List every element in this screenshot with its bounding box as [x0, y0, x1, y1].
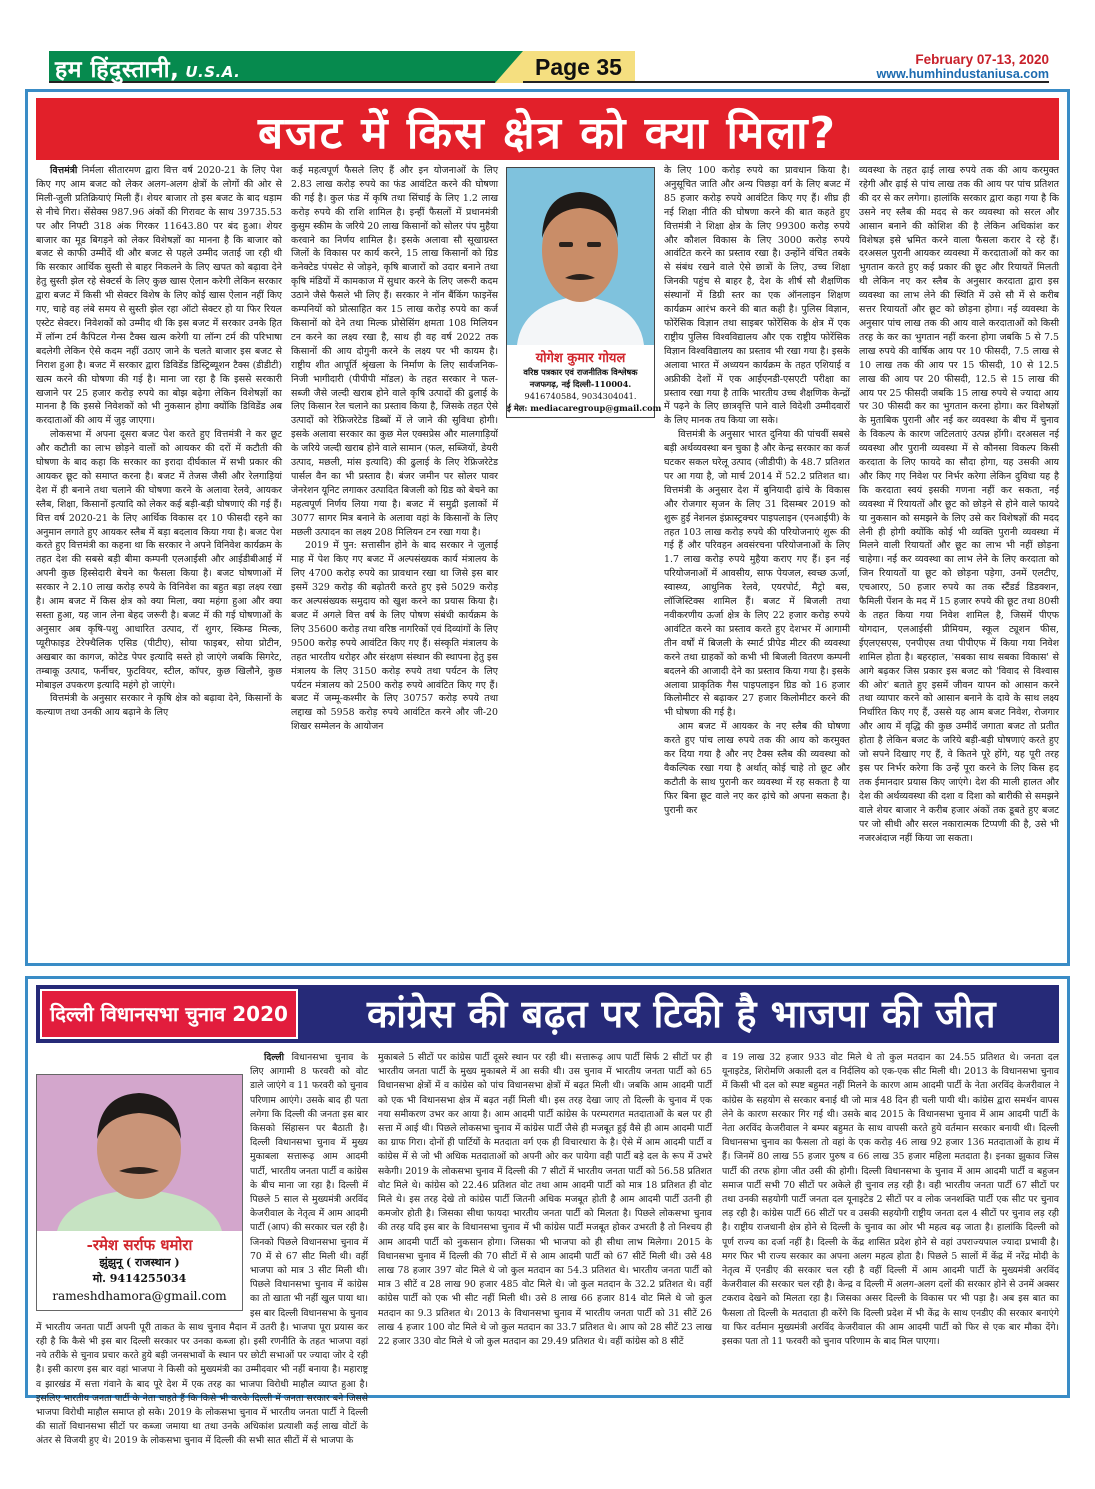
page-number-tab	[523, 51, 635, 83]
issue-date: February 07-13, 2020	[915, 52, 1049, 67]
article-headline: बजट में किस क्षेत्र को क्या मिला?	[257, 108, 838, 159]
article-column-4	[859, 164, 1059, 960]
paragraph: व्यवस्था के तहत ढ़ाई लाख रुपये तक की आय करमुक्त रहेगी और ढ़ाई से पांच लाख तक की आय पर पांच प्रतिशत की दर से कर लगेगा। हालांकि सरकार द्वारा कहा गया है कि उसने नए स्लैब की मदद से कर व्यवस्था को सरल और आसान बनाने की कोशिश की है लेकिन अधिकांश कर विशेषज्ञ इसे भ्रमित करने वाला फैसला करार दे रहे हैं। दरअसल पुरानी आयकर व्यवस्था में करदाताओं को कर का भुगतान करते हुए कई प्रकार की छूट और रियायतें मिलती थी लेकिन नए कर स्लैब के अनुसार करदाता द्वारा इस व्यवस्था का लाभ लेने की स्थिति में उसे सौ में से करीब सत्तर रियायतों और छूट को छोड़ना होगा। नई व्यवस्था के अनुसार पांच लाख तक की आय वाले करदाताओं को किसी तरह के कर का भुगतान नहीं करना होगा जबकि 5 से 7.5 लाख रुपये की वार्षिक आय पर 10 फीसदी, 7.5 लाख से 10 लाख तक की आय पर 15 फीसदी, 10 से 12.5 लाख की आय पर 20 फीसदी, 12.5 से 15 लाख की आय पर 25 फीसदी जबकि 15 लाख रुपये से ज्यादा आय पर 30 फीसदी कर का भुगतान करना होगा। कर विशेषज्ञों के मुताबिक पुरानी और नई कर व्यवस्था के बीच में चुनाव के विकल्प के कारण जटिलताएं उत्पन्न होंगी। दरअसल नई व्यवस्था और पुरानी व्यवस्था में से कौनसा विकल्प किसी करदाता के लिए फायदे का सौदा होगा, यह उसकी आय और किए गए निवेश पर निर्भर करेगा लेकिन दुविधा यह है कि करदाता स्वयं इसकी गणना नहीं कर सकता, नई व्यवस्था में रियायतों और छूट को छोड़ने से होने वाले फायदे या नुकसान को समझने के लिए उसे कर विशेषज्ञों की मदद लेनी ही होगी क्योंकि कोई भी व्यक्ति पुरानी व्यवस्था में मिलने वाली रियायतों और छूट का लाभ भी नहीं छोड़ना चाहेगा। नई कर व्यवस्था का लाभ लेने के लिए करदाता को जिन रियायतों या छूट को छोड़ना पड़ेगा, उनमें एलटीए, एचआरए, 50 हजार रुपये का तक स्टैंडर्ड डिडक्शन, फैमिली पेंशन के मद में 15 हजार रुपये की छूट तथा 80सी के तहत किया गया निवेश शामिल है, जिसमें पीएफ योगदान, एलआईसी प्रीमियम, स्कूल ट्यूशन फीस, ईएलएसएस, एनपीएस तथा पीपीएफ में किया गया निवेश शामिल होता है। बहरहाल, 'सबका साथ सबका विकास' से आगे बढ़कर जिस प्रकार इस बजट को 'विवाद से विश्वास की ओर' बताते हुए इसमें जीवन यापन को आसान करने तथा व्यापार करने को आसान बनाने के दावे के साथ लक्ष्य निर्धारित किए गए हैं, उससे यह आम बजट निवेश, रोजगार और आय में वृद्धि की कुछ उम्मीदें जगाता बजट तो प्रतीत होता है लेकिन बजट के जरिये बड़ी-बड़ी घोषणाएं करते हुए जो सपने दिखाए गए हैं, वे कितने पूरे होंगे, यह पूरी तरह इस पर निर्भर करेगा कि उन्हें पूरा करने के लिए किस हद तक ईमानदार प्रयास किए जाएंगे। देश की माली हालत और देश की अर्थव्यवस्था की दशा व दिशा को बारीकी से समझने वाले शेयर बाजार ने करीब हजार अंकों तक डूबते हुए बजट पर जो सीधी और सरल नकारात्मक टिप्पणी की है, उसे भी नजरअंदाज नहीं किया जा सकता।	[859, 165, 1059, 844]
author-photo	[37, 1075, 242, 1231]
author-name: -रमेश सर्राफ धमोरा	[86, 1236, 193, 1254]
paragraph: वित्तमंत्री के अनुसार सरकार ने कृषि क्षेत्र को बढ़ावा देने, किसानों के कल्याण तथा उनकी आय बढ़ाने के लिए	[36, 693, 282, 719]
author-photo	[507, 168, 654, 345]
article-column-1	[36, 164, 282, 960]
lead-word: वित्तमंत्री	[50, 165, 78, 176]
masthead-rule	[635, 81, 1049, 83]
portrait-icon	[37, 1075, 242, 1231]
author-title: वरिष्ठ पत्रकार एवं राजनीतिक विश्लेषक	[523, 367, 638, 377]
author-card	[506, 167, 662, 418]
lead-word: दिल्ली	[264, 1052, 285, 1063]
masthead	[49, 51, 1049, 84]
article-column-2	[378, 1051, 712, 1393]
author-address: नजफगढ़, नई दिल्ली-110004.	[529, 379, 632, 389]
author-phone: मो. 9414255034	[92, 1272, 187, 1285]
section-tag-label: दिल्ली विधानसभा चुनाव 2020	[50, 1002, 288, 1026]
paragraph: आम बजट में आयकर के नए स्लैब की घोषणा करते हुए पांच लाख रुपये तक की आय को करमुक्त कर दिया गया है और नए टैक्स स्लैब की व्यवस्था को वैकल्पिक रखा गया है अर्थात् कोई चाहे तो छूट और कटौती के साथ पुरानी कर व्यवस्था में रह सकता है या फिर बिना छूट वाले नए कर ढ़ांचे को अपना सकता है। पुरानी कर	[664, 721, 850, 816]
article-delhi-election	[25, 976, 1070, 1447]
portrait-icon	[507, 168, 654, 345]
paragraph: विधानसभा चुनाव के लिए आगामी 8 फरवरी को वोट डाले जाएंगे व 11 फरवरी को चुनाव परिणाम आएंगे। उसके बाद ही पता लगेगा कि दिल्ली की जनता इस बार किसको सिंहासन पर बैठाती है। दिल्ली विधानसभा चुनाव में मुख्य मुकाबला सत्तारूढ़ आम आदमी पार्टी, भारतीय जनता पार्टी व कांग्रेस के बीच माना जा रहा है। दिल्ली में पिछले 5 साल से मुख्यमंत्री अरविंद केजरीवाल के नेतृत्व में आम आदमी पार्टी (आप) की सरकार चल रही है। जिनको पिछले विधानसभा चुनाव में 70 में से 67 सीट मिली थी। वहीं भाजपा को मात्र 3 सीट मिली थी। पिछले विधानसभा चुनाव में कांग्रेस का तो खाता भी नहीं खुल पाया था। इस बार दिल्ली विधानसभा के चुनाव में भारतीय जनता पार्टी अपनी पूरी ताकत के साथ चुनाव मैदान में उतरी है। भाजपा पूरा प्रयास कर रही है कि कैसे भी इस बार दिल्ली सरकार पर उनका कब्जा हो। इसी रणनीति के तहत भाजपा वहां नये तरीके से चुनाव प्रचार करते हुये बड़ी जनसभावों के स्थान पर छोटी सभाओं पर ज्यादा जोर दे रही है। इसी कारण इस बार वहां भाजपा ने किसी को मुख्यमंत्री का उम्मीदवार भी नहीं बनाया है। महाराष्ट्र व झारखंड में सत्ता गंवाने के बाद पूरे देश में एक तरह का भाजपा विरोधी माहौल व्याप्त हुआ है। इसलिए भारतीय जनता पार्टी के नेता चाहते हैं कि किसे भी करके दिल्ली में जनता सरकार बने जिससे भाजपा विरोधी माहौल समाप्त हो सके। 2019 के लोकसभा चुनाव में भारतीय जनता पार्टी ने दिल्ली की सातों विधानसभा सीटों पर कब्जा जमाया था तथा उनके अधिकांश प्रत्याशी कई लाख वोटों के अंतर से विजयी हुए थे। 2019 के लोकसभा चुनाव में दिल्ली की सभी सात सीटों में से भाजपा के	[36, 1052, 369, 1447]
article-column-3	[664, 164, 850, 960]
paragraph: निर्मला सीतारमण द्वारा वित्त वर्ष 2020-21 के लिए पेश किए गए आम बजट को लेकर अलग-अलग क्षेत्रों के लोगों की ओर से मिली-जुली प्रतिक्रियाएं मिली हैं। शेयर बाजार तो इस बजट के बाद धड़ाम से नीचे गिरा। सेंसेक्स 987.96 अंकों की गिरावट के साथ 39735.53 पर और निफ्टी 318 अंक गिरकर 11643.80 पर बंद हुआ। शेयर बाजार का मूड बिगड़ने को लेकर विशेषज्ञों का मानना है कि बाजार को बजट से काफी उम्मीदें थी और बजट से पहले उम्मीद जताई जा रही थी कि सरकार आर्थिक सुस्ती से बाहर निकलने के लिए खपत को बढ़ावा देने हेतु सुस्ती झेल रहे सेक्टर्स के लिए कुछ खास ऐलान करेगी लेकिन सरकार द्वारा बजट में किसी भी सेक्टर विशेष के लिए कोई खास ऐलान नहीं किए गए, चाहे वह लंबे समय से सुस्ती झेल रहा ऑटो सेक्टर हो या फिर रियल एस्टेट सेक्टर। निवेशकों को उम्मीद थी कि इस बजट में सरकार उनके हित में लॉन्ग टर्म कैपिटल गेन्स टैक्स खत्म करेगी या लॉन्ग टर्म की परिभाषा बदलेगी लेकिन ऐसे कदम नहीं उठाए जाने के चलते बाजार इस बजट से निराश हुआ है। बजट में सरकार द्वारा डिविडेंड डिस्ट्रिब्यूशन टैक्स (डीडीटी) खत्म करने की घोषणा की गई है। माना जा रहा है कि इससे सरकारी खजाने पर 25 हजार करोड़ रुपये का बोझ बढ़ेगा लेकिन विशेषज्ञों का मानना है कि इससे निवेशकों को भी नुकसान होगा क्योंकि डिविडेंड अब करदाताओं की आय में जुड़ जाएगा।	[36, 165, 282, 427]
paragraph: के लिए 100 करोड़ रुपये का प्रावधान किया है। अनुसूचित जाति और अन्य पिछड़ा वर्ग के लिए बजट में 85 हजार करोड़ रुपये आवंटित किए गए हैं। शीघ्र ही नई शिक्षा नीति की घोषणा करने की बात कहते हुए वित्तमंत्री ने शिक्षा क्षेत्र के लिए 99300 करोड़ रुपये और कौशल विकास के लिए 3000 करोड़ रुपये आवंटित करने का प्रस्ताव रखा है। उन्होंने वंचित तबके से संबंध रखने वाले ऐसे छात्रों के लिए, उच्च शिक्षा जिनकी पहुंच से बाहर है, देश के शीर्ष सौ शैक्षणिक संस्थानों में डिग्री स्तर का एक ऑनलाइन शिक्षण कार्यक्रम आरंभ करने की बात कही है। पुलिस विज्ञान, फोरेंसिक विज्ञान तथा साइबर फोरेंसिक के क्षेत्र में एक राष्ट्रीय पुलिस विश्वविद्यालय और एक राष्ट्रीय फोरेंसिक विज्ञान विश्वविद्यालय का प्रस्ताव भी रखा गया है। इसके अलावा भारत में अध्ययन कार्यक्रम के तहत एशियाई व अफ्रीकी देशों में एक आईएनडी-एसएटी परीक्षा का प्रस्ताव रखा गया है ताकि भारतीय उच्च शैक्षणिक केन्द्रों में पढ़ने के लिए छात्रवृत्ति पाने वाले विदेशी उम्मीदवारों के लिए मानक तय किया जा सके।	[664, 165, 850, 427]
paragraph: कई महत्वपूर्ण फैसले लिए हैं और इन योजनाओं के लिए 2.83 लाख करोड़ रुपये का फंड आवंटित करने की घोषणा की गई है। कुल फंड में कृषि तथा सिंचाई के लिए 1.2 लाख करोड़ रुपये की राशि शामिल है। इन्हीं फैसलों में प्रधानमंत्री कुसुम स्कीम के जरिये 20 लाख किसानों को सोलर पंप मुहैया करवाने का निर्णय शामिल है। इसके अलावा सौ सूखाग्रस्त जिलों के विकास पर कार्य करने, 15 लाख किसानों को ग्रिड कनेक्टेड पंपसेट से जोड़ने, कृषि बाजारों को उदार बनाने तथा कृषि मंडियों में कामकाज में सुधार करने के लिए जरूरी कदम उठाने जैसे फैसले भी लिए हैं। सरकार ने नॉन बैंकिंग फाइनेंस कम्पनियों को प्रोत्साहित कर 15 लाख करोड़ रुपये का कर्ज किसानों को देने तथा मिल्क प्रोसेसिंग क्षमता 108 मिलियन टन करने का लक्ष्य रखा है, साथ ही वह वर्ष 2022 तक किसानों की आय दोगुनी करने के लक्ष्य पर भी कायम है। राष्ट्रीय शीत आपूर्ति श्रृंखला के निर्माण के लिए सार्वजनिक-निजी भागीदारी (पीपीपी मॉडल) के तहत सरकार ने फल-सब्जी जैसे जल्दी खराब होने वाले कृषि उत्पादों की ढुलाई के लिए किसान रेल चलाने का प्रस्ताव किया है, जिसके तहत ऐसे उत्पादों को रेफ्रिजरेटेड डिब्बों में ले जाने की सुविधा होगी। इसके अलावा सरकार का कुछ मेल एक्सप्रेस और मालगाड़ियों के जरिये जल्दी खराब होने वाले सामान (फल, सब्जियों, डेयरी उत्पाद, मछली, मांस इत्यादि) की ढुलाई के लिए रेफ्रिजरेटेड पार्सल वैन का भी प्रस्ताव है। बंजर जमीन पर सोलर पावर जेनरेशन यूनिट लगाकर उत्पादित बिजली को ग्रिड को बेचने का महत्वपूर्ण निर्णय लिया गया है। बजट में समुद्री इलाकों में 3077 सागर मित्र बनाने के अलावा वहां के किसानों के लिए मछली उत्पादन का लक्ष्य 208 मिलियन टन रखा गया है।	[291, 165, 498, 538]
brand-bar	[49, 51, 495, 83]
author-phone: 9416740584, 9034304041.	[524, 391, 637, 401]
article-budget	[25, 89, 1070, 966]
article-column-3	[722, 1051, 1059, 1393]
paragraph: 2019 में पुन: सत्तासीन होने के बाद सरकार ने जुलाई माह में पेश किए गए बजट में अल्पसंख्यक कार्य मंत्रालय के लिए 4700 करोड़ रुपये का प्रावधान रखा था जिसे इस बार इसमें 329 करोड़ की बढ़ोतरी करते हुए इसे 5029 करोड़ कर अल्पसंख्यक समुदाय को खुश करने का प्रयास किया है। बजट में अगले वित्त वर्ष के लिए पोषण संबंधी कार्यक्रम के लिए 35600 करोड़ तथा वरिष्ठ नागरिकों एवं दिव्यांगों के लिए 9500 करोड़ रुपये आवंटित किए गए हैं। संस्कृति मंत्रालय के तहत भारतीय धरोहर और संरक्षण संस्थान की स्थापना हेतु इस मंत्रालय के लिए 3150 करोड़ रुपये तथा पर्यटन के लिए पर्यटन मंत्रालय को 2500 करोड़ रुपये आवंटित किए गए हैं। बजट में जम्मू-कश्मीर के लिए 30757 करोड़ रुपये तथा लद्दाख को 5958 करोड़ रुपये आवंटित करने और जी-20 शिखर सम्मेलन के आयोजन	[291, 540, 498, 733]
paragraph: वित्तमंत्री के अनुसार भारत दुनिया की पांचवीं सबसे बड़ी अर्थव्यवस्था बन चुका है और केन्द्र सरकार का कर्ज घटकर सकल घरेलू उत्पाद (जीडीपी) के 48.7 प्रतिशत पर आ गया है, जो मार्च 2014 में 52.2 प्रतिशत था। वित्तमंत्री के अनुसार देश में बुनियादी ढ़ांचे के विकास और रोजगार सृजन के लिए 31 दिसम्बर 2019 को शुरू हुई नेशनल इंफ्रास्ट्रक्चर पाइपलाइन (एनआईपी) के तहत 103 लाख करोड़ रुपये की परियोजनाएं शुरू की गई हैं और परिवहन अवसंरचना परियोजनाओं के लिए 1.7 लाख करोड़ रुपये मुहैया कराए गए हैं। इन नई परियोजनाओं में आवसीय, साफ पेयजल, स्वच्छ ऊर्जा, स्वास्थ्य, आधुनिक रेलवे, एयरपोर्ट, मैट्रो बस, लॉजिस्टिक्स शामिल हैं। बजट में बिजली तथा नवीकरणीय ऊर्जा क्षेत्र के लिए 22 हजार करोड़ रुपये आवंटित करने का प्रस्ताव करते हुए देशभर में आगामी तीन वर्षों में बिजली के स्मार्ट प्रीपेड मीटर की व्यवस्था करने तथा ग्राहकों को कभी भी बिजली वितरण कम्पनी बदलने की आजादी देने का प्रस्ताव किया गया है। इसके अलावा प्राकृतिक गैस पाइपलाइन ग्रिड को 16 हजार किलोमीटर से बढ़ाकर 27 हजार किलोमीटर करने की भी घोषणा की गई है।	[664, 429, 850, 719]
section-tag	[40, 989, 298, 1039]
article-headline: कांग्रेस की बढ़त पर टिकी है भाजपा की जीत	[367, 992, 996, 1036]
headline-banner	[36, 98, 1059, 160]
author-card	[36, 1074, 243, 1311]
article-column-2	[291, 164, 498, 960]
author-place: झुंझुनू ( राजस्थान )	[99, 1256, 180, 1269]
page-number: Page 35	[535, 54, 622, 80]
website-link[interactable]: www.humhindustaniusa.com	[876, 67, 1049, 81]
brand-logo: हम हिंदुस्तानी, U.S.A.	[55, 57, 241, 83]
author-email[interactable]: rameshdhamora@gmail.com	[52, 1289, 227, 1303]
author-email[interactable]: ई मेल: mediacaregroup@gmail.com	[507, 403, 662, 413]
brand-divider	[495, 51, 523, 83]
author-name: योगेश कुमार गोयल	[535, 351, 626, 366]
paragraph: मुकाबले 5 सीटों पर कांग्रेस पार्टी दूसरे स्थान पर रही थी। सत्तारूढ़ आप पार्टी सिर्फ 2 सीटों पर ही भारतीय जनता पार्टी के मुख्य मुकाबले में आ सकी थी। उस चुनाव में भारतीय जनता पार्टी को 65 विधानसभा क्षेत्रों में व कांग्रेस को पांच विधानसभा क्षेत्रों में बढ़त मिली थी। जबकि आम आदमी पार्टी को एक भी विधानसभा क्षेत्र में बढ़त नहीं मिली थी। इस तरह देखा जाए तो दिल्ली के चुनाव में एक नया समीकरण उभर कर आया है। आम आदमी पार्टी कांग्रेस के परम्परागत मतदाताओं के बल पर ही सत्ता में आई थी। पिछले लोकसभा चुनाव में कांग्रेस पार्टी जैसे ही मजबूत हुई वैसे ही आम आदमी पार्टी का ग्राफ गिरा। दोनों ही पार्टियों के मतदाता वर्ग एक ही विचारधारा के है। ऐसे में आम आदमी पार्टी व कांग्रेस में से जो भी अधिक मतदाताओं को अपनी ओर कर पायेगा वही पार्टी बड़े दल के रूप में उभरे सकेगी। 2019 के लोकसभा चुनाव में दिल्ली की 7 सीटों में भारतीय जनता पार्टी को 56.58 प्रतिशत वोट मिले थे। कांग्रेस को 22.46 प्रतिशत वोट तथा आम आदमी पार्टी को मात्र 18 प्रतिशत ही वोट मिले थे। इस तरह देखे तो कांग्रेस पार्टी जितनी अधिक मजबूत होती है आम आदमी पार्टी उतनी ही कमजोर होती है। जिसका सीधा फायदा भारतीय जनता पार्टी को मिलता है। पिछले लोकसभा चुनाव की तरह यदि इस बार के विधानसभा चुनाव में भी कांग्रेस पार्टी मजबूत होकर उभरती है तो निश्चय ही आम आदमी पार्टी को नुकसान होगा। जिसका भी भाजपा को ही सीधा लाभ मिलेगा। 2015 के विधानसभा चुनाव में दिल्ली की 70 सीटों में से आम आदमी पार्टी को 67 सीटें मिली थी। उसे 48 लाख 78 हजार 397 वोट मिले थे जो कुल मतदान का 54.3 प्रतिशत थे। भारतीय जनता पार्टी को मात्र 3 सीटें व 28 लाख 90 हजार 485 वोट मिले थे। जो कुल मतदान के 32.2 प्रतिशत थे। वहीं कांग्रेस पार्टी को एक भी सीट नहीं मिली थी। उसे 8 लाख 66 हजार 814 वोट मिले थे जो कुल मतदान का 9.3 प्रतिशत थे। 2013 के विधानसभा चुनाव में भारतीय जनता पार्टी को 31 सीटें 26 लाख 4 हजार 100 वोट मिले थे जो कुल मतदान का 33.7 प्रतिशत थे। आप को 28 सीटें 23 लाख 22 हजार 330 वोट मिले थे जो कुल मतदान का 29.49 प्रतिशत थे। वहीं कांग्रेस को 8 सीटें	[378, 1052, 712, 1348]
headline-banner	[36, 985, 1059, 1043]
brand-suffix: U.S.A.	[185, 63, 241, 81]
paragraph: व 19 लाख 32 हजार 933 वोट मिले थे तो कुल मतदान का 24.55 प्रतिशत थे। जनता दल यूनाइटेड, शिरोमणि अकाली दल व निर्दलिय को एक-एक सीट मिली थी। 2013 के विधानसभा चुनाव में किसी भी दल को स्पष्ट बहुमत नहीं मिलने के कारण आम आदमी पार्टी के नेता अरविंद केजरीवाल ने कांग्रेस के सहयोग से सरकार बनाई थी जो मात्र 48 दिन ही चली पायी थी। कांग्रेस द्वारा समर्थन वापस लेने के कारण सरकार गिर गई थी। उसके बाद 2015 के विधानसभा चुनाव में आम आदमी पार्टी के नेता अरविंद केजरीवाल ने बम्पर बहुमत के साथ वापसी करते हुये वर्तमान सरकार बनायी थी। दिल्ली विधानसभा चुनाव का फैसला तो वहां के एक करोड़ 46 लाख 92 हजार 136 मतदाताओं के हाथ में हैं। जिनमें 80 लाख 55 हजार पुरुष व 66 लाख 35 हजार महिला मतदाता है। इनका झुकाव जिस पार्टी की तरफ होगा जीत उसी की होगी। दिल्ली विधानसभा के चुनाव में आम आदमी पार्टी व बहुजन समाज पार्टी सभी 70 सीटों पर अकेले ही चुनाव लड़ रही है। वही भारतीय जनता पार्टी 67 सीटों पर तथा उनकी सहयोगी पार्टी जनता दल यूनाइटेड 2 सीटों पर व लोक जनशक्ति पार्टी एक सीट पर चुनाव लड़ रही है। कांग्रेस पार्टी 66 सीटों पर व उसकी सहयोगी राष्ट्रीय जनता दल 4 सीटों पर चुनाव लड़ रही है। राष्ट्रीय राजधानी क्षेत्र होने से दिल्ली के चुनाव का ओर भी महत्व बढ़ जाता है। हालांकि दिल्ली को पूर्ण राज्य का दर्जा नहीं है। दिल्ली के केंद्र शासित प्रदेश होने से वहां उपराज्यपाल ज्यादा प्रभावी है। मगर फिर भी राज्य सरकार का अपना अलग महत्व होता है। पिछले 5 सालों में केंद्र में नरेंद्र मोदी के नेतृत्व में एनडीए की सरकार चल रही है वहीं दिल्ली में आम आदमी पार्टी के मुख्यमंत्री अरविंद केजरीवाल की सरकार चल रही है। केन्द्र व दिल्ली में अलग-अलग दलों की सरकार होने से उनमें अक्सर टकराव देखने को मिलता रहा है। जिसका असर दिल्ली के विकास पर भी पड़ा है। अब इस बात का फैसला तो दिल्ली के मतदाता ही करेंगे कि दिल्ली प्रदेश में भी केंद्र के साथ एनडीए की सरकार बनाएंगे या फिर वर्तमान मुख्यमंत्री अरविंद केजरीवाल की आम आदमी पार्टी को फिर से एक बार मौका देंगे। इसका पता तो 11 फरवरी को चुनाव परिणाम के बाद मिल पाएगा।	[722, 1052, 1059, 1348]
paragraph: लोकसभा में अपना दूसरा बजट पेश करते हुए वित्तमंत्री ने कर छूट और कटौती का लाभ छोड़ने वालों को आयकर की दरों में कटौती की घोषणा के बाद कहा कि सरकार का इरादा दीर्घकाल में सभी प्रकार की आयकर छूट को समाप्त करना है। बजट में तेजस जैसी और रेलगाड़ियां देश में ही बनाने तथा चलाने की घोषणा करने के अलावा रेलवे, आयकर स्लैब, शिक्षा, किसानों इत्यादि को लेकर कई बड़ी-बड़ी घोषणाएं की गई हैं। वित्त वर्ष 2020-21 के लिए आर्थिक विकास दर 10 फीसदी रहने का अनुमान लगाते हुए आयकर स्लैब में बड़ा बदलाव किया गया है। बजट पेश करते हुए वित्तमंत्री का कहना था कि सरकार ने अपने विनिवेश कार्यक्रम के तहत देश की सबसे बड़ी बीमा कम्पनी एलआईसी और आईडीबीआई में अपनी कुछ हिस्सेदारी बेचने का फैसला किया है। बजट घोषणाओं में सरकार ने 2.10 लाख करोड़ रुपये के विनिवेश का बहुत बड़ा लक्ष्य रखा है। आम बजट में किस क्षेत्र को क्या मिला, क्या महंगा हुआ और क्या सस्ता हुआ, यह जान लेना बेहद जरूरी है। बजट में की गई घोषणाओं के अनुसार अब कृषि-पशु आधारित उत्पाद, रॉ शुगर, स्किम्ड मिल्क, प्यूरीफाइड टेरेफ्थैलिक एसिड (पीटीए), सोया फाइबर, सोया प्रोटीन, अखबार का कागज, कोटेड पेपर इत्यादि सस्ते हो जाएंगे जबकि सिगरेट, तम्बाकू उत्पाद, फर्नीचर, फुटवियर, स्टील, कॉपर, कुछ खिलौने, कुछ मोबाइल उपकरण इत्यादि महंगे हो जाएंगे।	[36, 429, 282, 691]
